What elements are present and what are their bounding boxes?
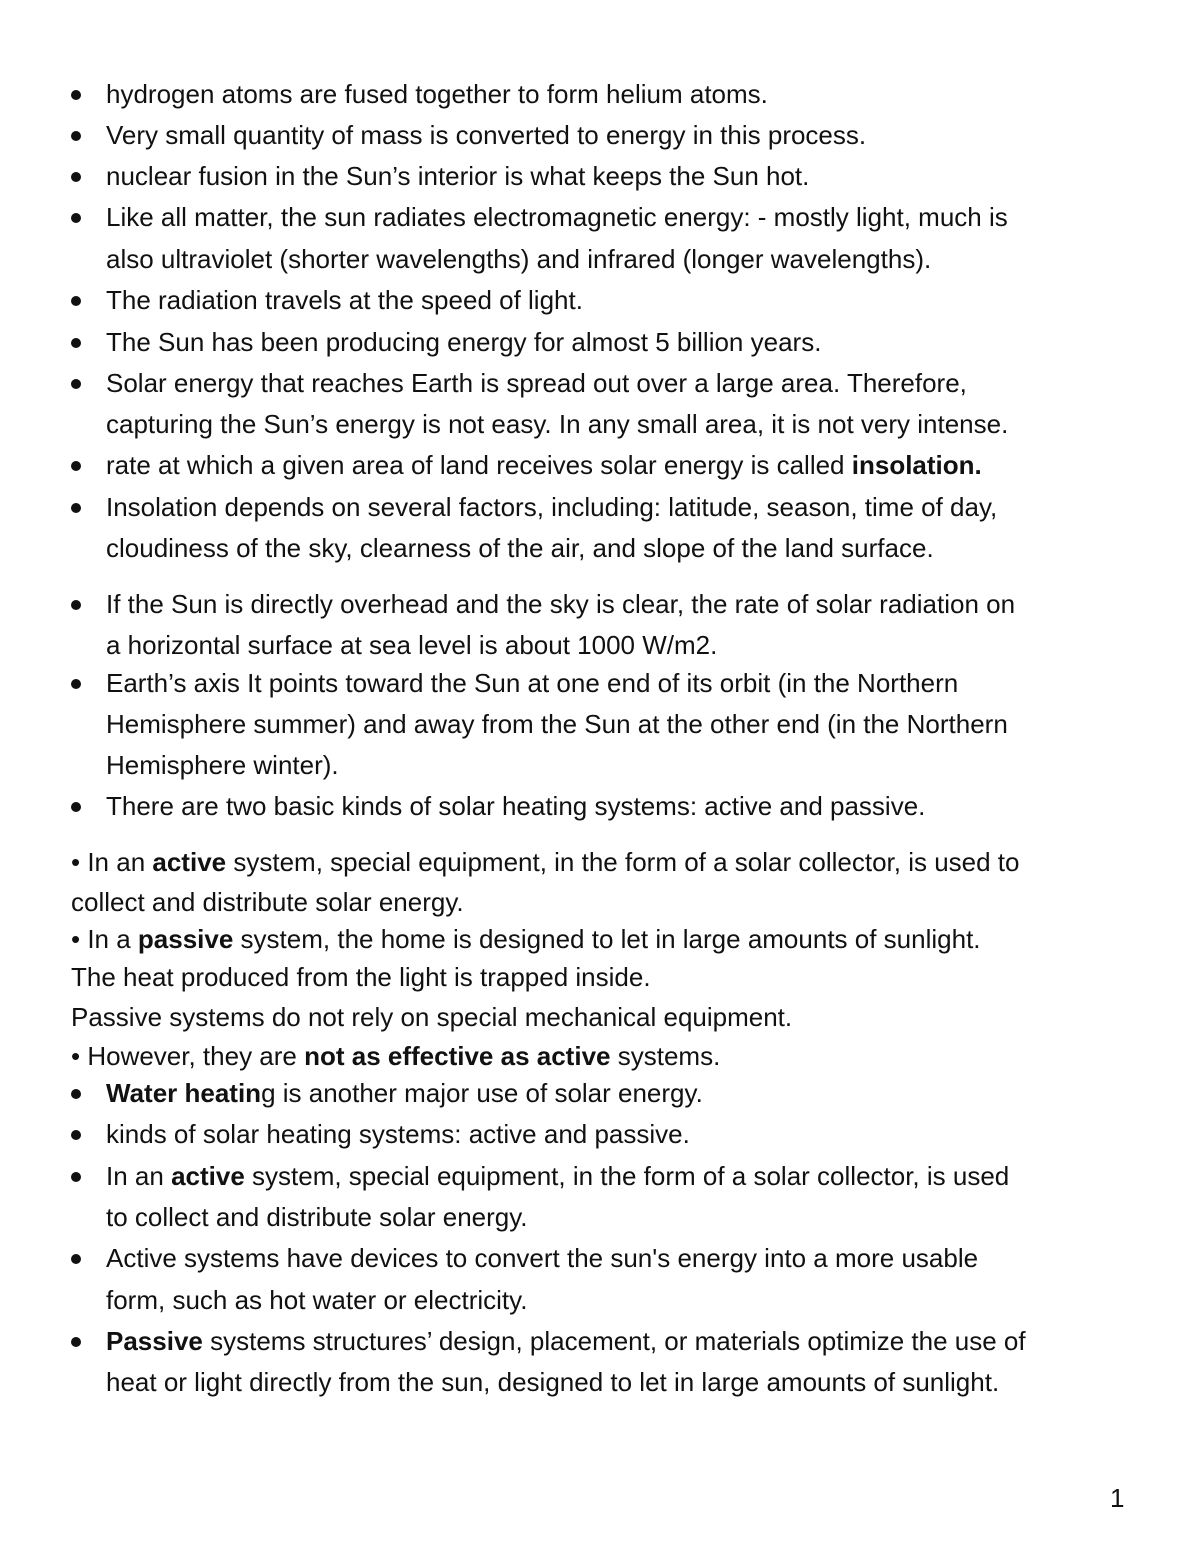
text-run: capturing the Sun’s energy is not easy. In any small area, it is not very intense. — [106, 409, 1009, 439]
list-item-line — [106, 326, 821, 358]
text-run: • In a — [71, 924, 138, 954]
text-run: Insolation depends on several factors, including: latitude, season, time of day, — [106, 492, 998, 522]
text-run: • However, they are — [71, 1041, 305, 1071]
list-item-line — [106, 1366, 999, 1398]
list-item-line — [106, 243, 931, 275]
bullet-icon — [71, 503, 81, 513]
text-run: If the Sun is directly overhead and the sky is clear, the rate of solar radiation on — [106, 589, 1016, 619]
list-item-line — [106, 408, 1008, 440]
paragraph-line — [71, 1001, 792, 1033]
bullet-icon — [71, 802, 81, 812]
list-item-line — [106, 749, 339, 781]
list-item-line — [106, 119, 866, 151]
bullet-icon — [71, 1172, 81, 1182]
list-item-line — [106, 708, 1008, 740]
text-run: In an — [106, 1161, 172, 1191]
text-run: Hemisphere summer) and away from the Sun at the other end (in the Northern — [106, 709, 1008, 739]
list-item-line — [106, 532, 934, 564]
text-run: Earth’s axis It points toward the Sun at one end of its orbit (in the Northern — [106, 668, 959, 698]
list-item-line — [106, 449, 982, 481]
list-item-line — [106, 1118, 690, 1150]
list-item-line — [106, 160, 809, 192]
bold-text: insolation. — [851, 450, 982, 480]
paragraph-line — [71, 1040, 720, 1072]
list-item-line — [106, 201, 1008, 233]
text-run: The heat produced from the light is trapped inside. — [71, 962, 651, 992]
text-run: The radiation travels at the speed of light. — [106, 285, 583, 315]
text-run: The Sun has been producing energy for almost 5 billion years. — [106, 327, 822, 357]
text-run: to collect and distribute solar energy. — [106, 1202, 528, 1232]
bold-text: active — [152, 847, 227, 877]
list-item-line — [106, 1201, 528, 1233]
text-run: system, special equipment, in the form of a solar collector, is used — [244, 1161, 1010, 1191]
text-run: Very small quantity of mass is converted to energy in this process. — [106, 120, 867, 150]
list-item-line — [106, 1242, 978, 1274]
list-item-line — [106, 1160, 1009, 1192]
list-item-line — [106, 491, 997, 523]
list-item-line — [106, 790, 925, 822]
list-item-line — [106, 1077, 703, 1109]
list-item-line — [106, 78, 768, 110]
bullet-icon — [71, 172, 81, 182]
text-run: nuclear fusion in the Sun’s interior is what keeps the Sun hot. — [106, 161, 810, 191]
text-run: cloudiness of the sky, clearness of the air, and slope of the land surface. — [106, 533, 934, 563]
list-item-line — [106, 1284, 527, 1316]
text-run: form, such as hot water or electricity. — [106, 1285, 528, 1315]
list-item-line — [106, 629, 717, 661]
text-run: collect and distribute solar energy. — [71, 887, 464, 917]
text-run: Hemisphere winter). — [106, 750, 339, 780]
text-run: system, the home is designed to let in large amounts of sunlight. — [233, 924, 981, 954]
text-run: kinds of solar heating systems: active and passive. — [106, 1119, 690, 1149]
bullet-icon — [71, 1130, 81, 1140]
text-run: • In an — [71, 847, 153, 877]
list-item-line — [106, 367, 967, 399]
list-item-line — [106, 1325, 1026, 1357]
bullet-icon — [71, 679, 81, 689]
bullet-icon — [71, 379, 81, 389]
bullet-icon — [71, 600, 81, 610]
bold-text: Passive — [106, 1326, 203, 1356]
page-number: 1 — [1110, 1483, 1125, 1513]
bullet-icon — [71, 1089, 81, 1099]
bold-text: passive — [137, 924, 234, 954]
list-item-line — [106, 284, 583, 316]
bullet-icon — [71, 213, 81, 223]
bold-text: Water heatin — [106, 1078, 262, 1108]
text-run: rate at which a given area of land receives solar energy is called — [106, 450, 852, 480]
list-item-line — [106, 588, 1015, 620]
bullet-icon — [71, 296, 81, 306]
paragraph-line — [71, 846, 1020, 878]
text-run: Passive systems do not rely on special mechanical equipment. — [71, 1002, 793, 1032]
text-run: Like all matter, the sun radiates electromagnetic energy: - mostly light, much is — [106, 202, 1008, 232]
bullet-icon — [71, 1337, 81, 1347]
text-run: There are two basic kinds of solar heating systems: active and passive. — [106, 791, 926, 821]
text-run: also ultraviolet (shorter wavelengths) and infrared (longer wavelengths). — [106, 244, 932, 274]
text-run: hydrogen atoms are fused together to form helium atoms. — [106, 79, 768, 109]
paragraph-line — [71, 923, 981, 955]
bullet-icon — [71, 338, 81, 348]
text-run: systems. — [610, 1041, 721, 1071]
bullet-icon — [71, 1254, 81, 1264]
bold-text: active — [171, 1161, 245, 1191]
bold-text: not as effective as active — [304, 1041, 611, 1071]
text-run: Active systems have devices to convert the sun's energy into a more usable — [106, 1243, 979, 1273]
paragraph-line — [71, 886, 464, 918]
text-run: heat or light directly from the sun, designed to let in large amounts of sunlight. — [106, 1367, 1000, 1397]
text-run: systems structures’ design, placement, or materials optimize the use of — [202, 1326, 1026, 1356]
text-run: Solar energy that reaches Earth is spread out over a large area. Therefore, — [106, 368, 967, 398]
text-run: g is another major use of solar energy. — [261, 1078, 703, 1108]
paragraph-line — [71, 961, 651, 993]
bullet-icon — [71, 461, 81, 471]
list-item-line — [106, 667, 958, 699]
bullet-icon — [71, 131, 81, 141]
text-run: a horizontal surface at sea level is about 1000 W/m2. — [106, 630, 718, 660]
bullet-icon — [71, 90, 81, 100]
text-run: system, special equipment, in the form of a solar collector, is used to — [226, 847, 1020, 877]
